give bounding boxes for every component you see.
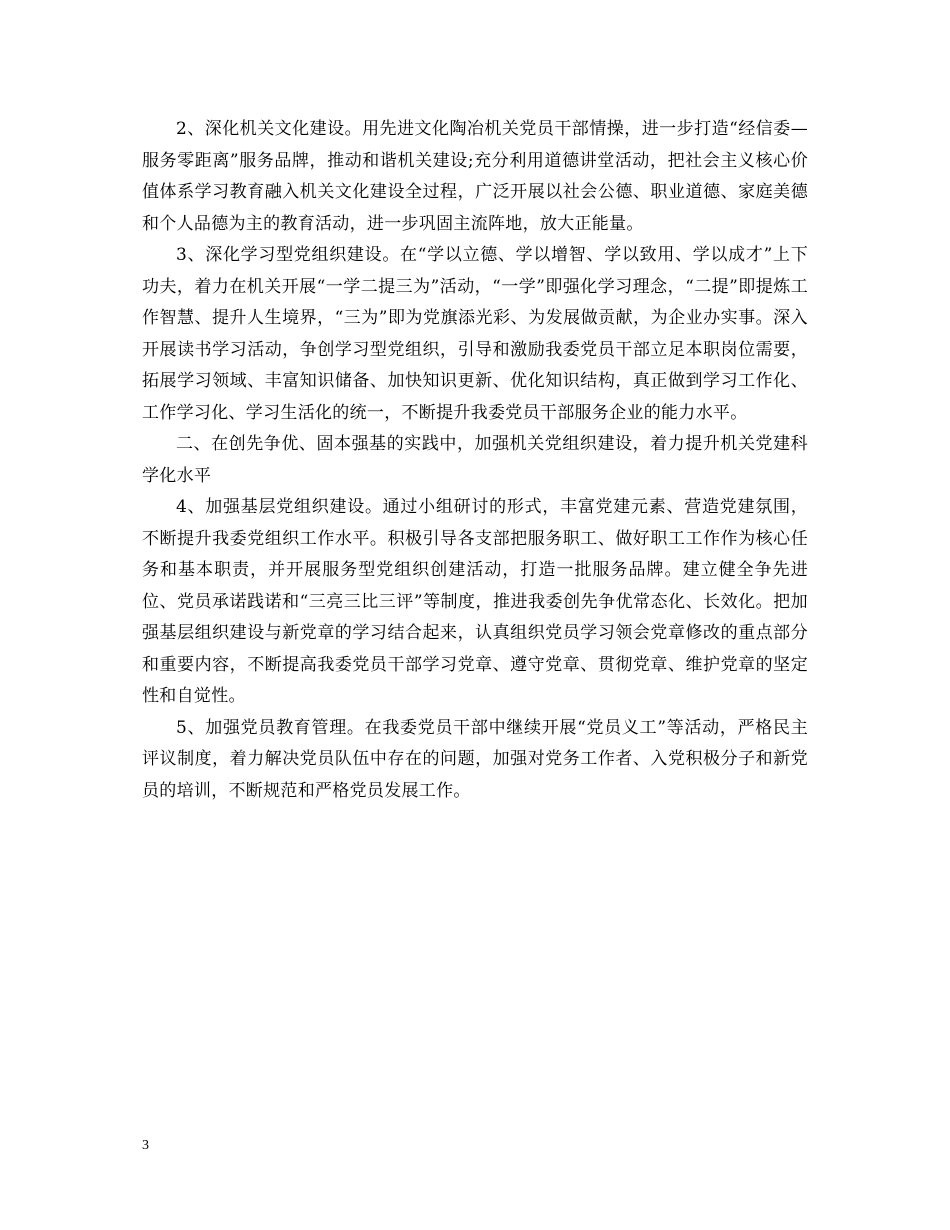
paragraph-grassroots-organization: 4、加强基层党组织建设。通过小组研讨的形式，丰富党建元素、营造党建氛围，不断提升我委党组织工作水平。积极引导各支部把服务职工、做好职工工作作为核心任务和基本职责，并开展服务型党组织创建活动，打造一批服务品牌。建立健全争先进位、党员承诺践诺和“三亮三比三评”等制度，推进我委创先争优常态化、长效化。把加强基层组织建设与新党章的学习结合起来，认真组织党员学习领会党章修改的重点部分和重要内容，不断提高我委党员干部学习党章、遵守党章、贯彻党章、维护党章的坚定性和自觉性。 xyxy=(142,497,808,706)
paragraph-learning-organization: 3、深化学习型党组织建设。在“学以立德、学以增智、学以致用、学以成才”上下功夫，着力在机关开展“一学二提三为”活动，“一学”即强化学习理念，“二提”即提炼工作智慧、提升人生境界，“三为”即为党旗添光彩、为发展做贡献，为企业办实事。深入开展读书学习活动，争创学习型党组织，引导和激励我委党员干部立足本职岗位需要，拓展学习领域、丰富知识储备、加快知识更新、优化知识结构，真正做到学习工作化、工作学习化、学习生活化的统一，不断提升我委党员干部服务企业的能力水平。 xyxy=(142,245,808,423)
paragraph-culture-building: 2、深化机关文化建设。用先进文化陶冶机关党员干部情操，进一步打造“经信委—服务零距离”服务品牌，推动和谐机关建设;充分利用道德讲堂活动，把社会主义核心价值体系学习教育融入机关文化建设全过程，广泛开展以社会公德、职业道德、家庭美德和个人品德为主的教育活动，进一步巩固主流阵地，放大正能量。 xyxy=(142,119,808,234)
page-number: 3 xyxy=(142,1138,149,1153)
section-heading-two: 二、在创先争优、固本强基的实践中，加强机关党组织建设，着力提升机关党建科学化水平 xyxy=(142,434,808,486)
paragraph-member-education: 5、加强党员教育管理。在我委党员干部中继续开展“党员义工”等活动，严格民主评议制度，着力解决党员队伍中存在的问题，加强对党务工作者、入党积极分子和新党员的培训，不断规范和严格党员发展工作。 xyxy=(142,717,808,801)
document-body xyxy=(142,114,808,807)
